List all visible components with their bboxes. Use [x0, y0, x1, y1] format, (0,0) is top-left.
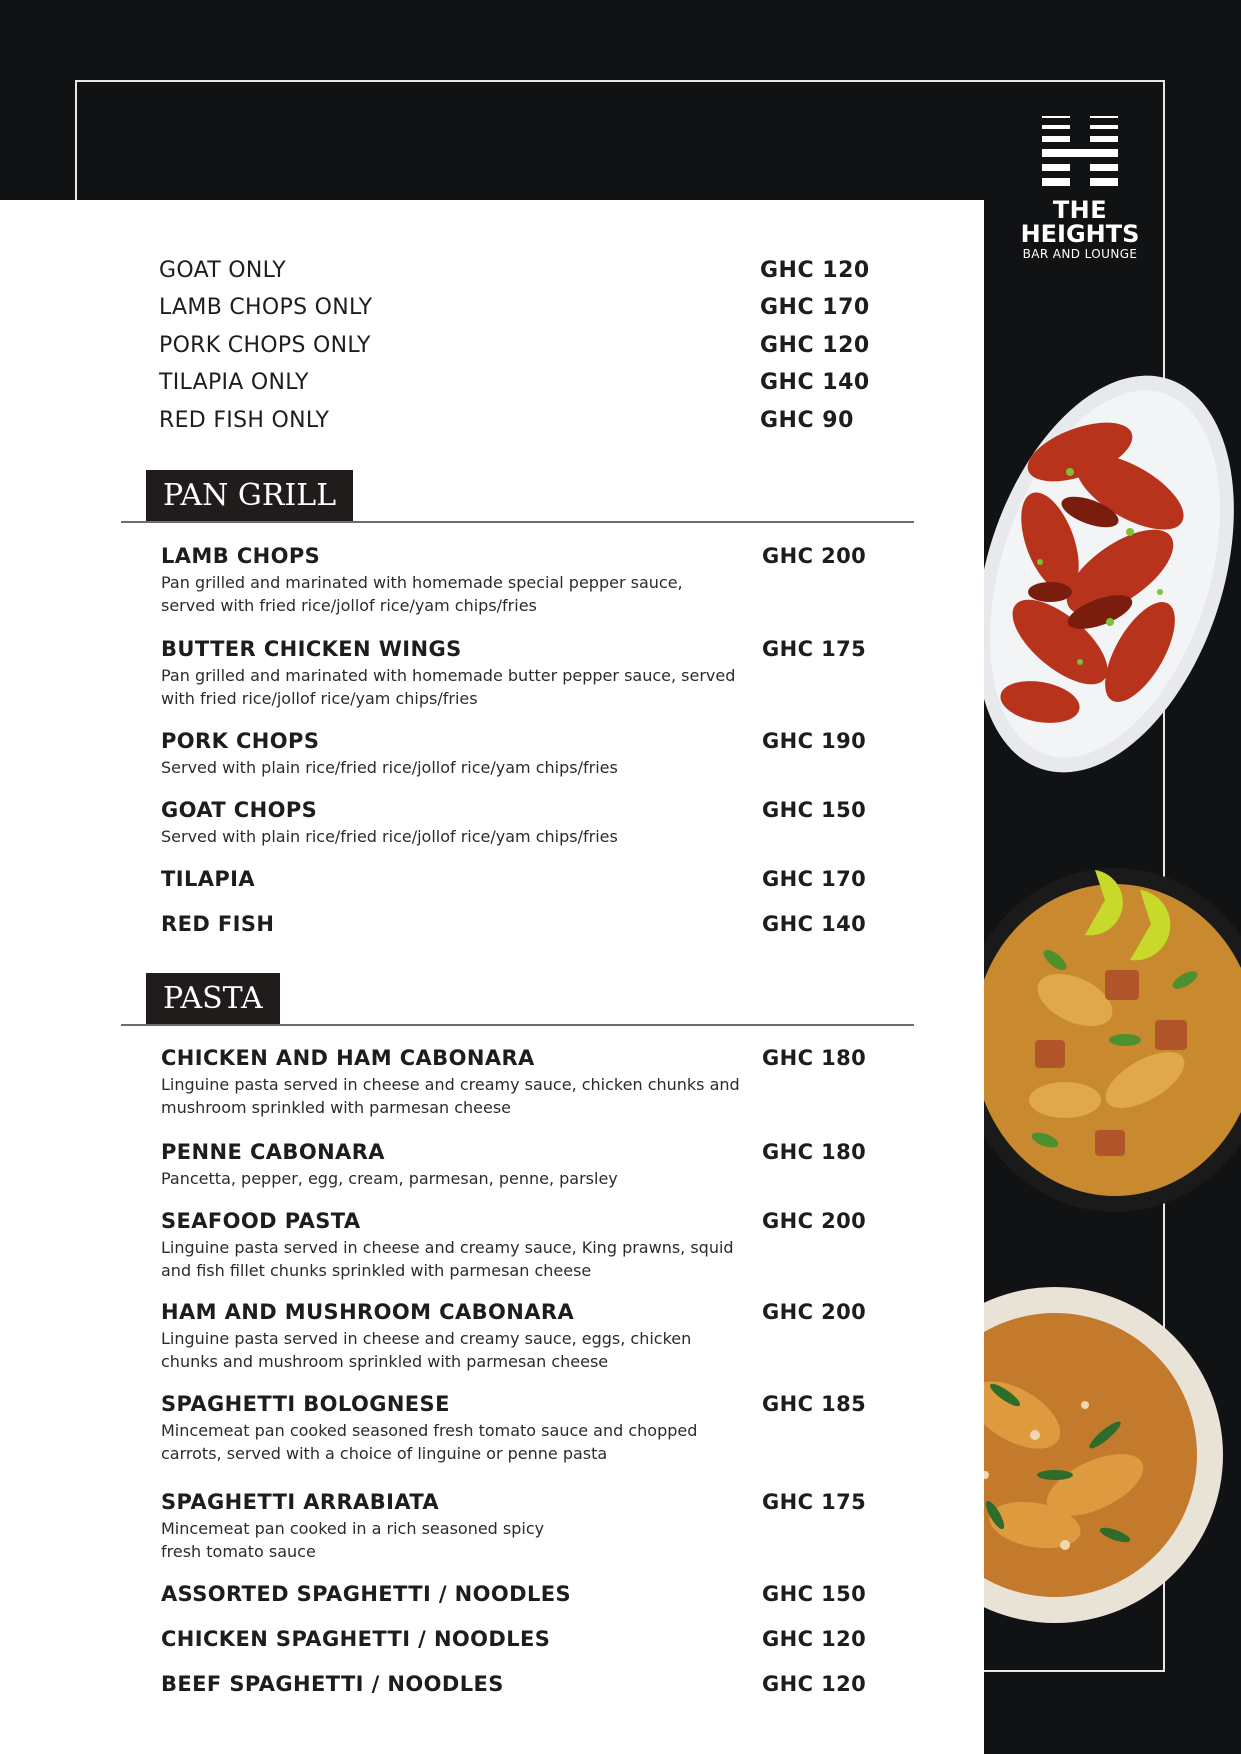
menu-item-name: LAMB CHOPS: [161, 544, 321, 568]
menu-item-name: SEAFOOD PASTA: [161, 1209, 361, 1233]
menu-item-description: Linguine pasta served in cheese and creamy sauce, eggs, chicken chunks and mushroom sprinkled with parmesan cheese: [161, 1329, 692, 1371]
menu-item-description: Mincemeat pan cooked in a rich seasoned spicy fresh tomato sauce: [161, 1519, 545, 1561]
menu-item-description: Pan grilled and marinated with homemade special pepper sauce, served with fried rice/jollof rice/yam chips/fries: [161, 573, 683, 615]
simple-item-name: TILAPIA ONLY: [159, 370, 309, 395]
simple-item-price: GHC 120: [760, 333, 870, 358]
menu-item-description: Served with plain rice/fried rice/jollof rice/yam chips/fries: [161, 827, 618, 846]
menu-item-name: SPAGHETTI ARRABIATA: [161, 1490, 440, 1514]
menu-item-name: PENNE CABONARA: [161, 1140, 385, 1164]
brand-logo: [1010, 116, 1150, 262]
menu-item-name: PORK CHOPS: [161, 729, 320, 753]
section-title-pasta: PASTA: [146, 973, 280, 1025]
simple-item-name: PORK CHOPS ONLY: [159, 333, 371, 358]
simple-item-name: LAMB CHOPS ONLY: [159, 295, 373, 320]
menu-item-name: CHICKEN SPAGHETTI / NOODLES: [161, 1627, 551, 1651]
brand-line-1: THE: [1052, 196, 1108, 224]
menu-item-name: TILAPIA: [161, 867, 256, 891]
simple-item-price: GHC 140: [760, 370, 870, 395]
menu-item-name: BEEF SPAGHETTI / NOODLES: [161, 1672, 504, 1696]
menu-item-price: GHC 200: [762, 1209, 867, 1233]
simple-item-name: RED FISH ONLY: [159, 408, 330, 433]
menu-item-price: GHC 185: [762, 1392, 867, 1416]
simple-item-name: GOAT ONLY: [159, 258, 286, 283]
menu-item-description: Pancetta, pepper, egg, cream, parmesan, penne, parsley: [161, 1169, 618, 1188]
menu-item-price: GHC 150: [762, 798, 867, 822]
menu-item-price: GHC 200: [762, 544, 867, 568]
heights-logo-icon: [1040, 116, 1120, 192]
menu-item-name: SPAGHETTI BOLOGNESE: [161, 1392, 450, 1416]
menu-item-name: RED FISH: [161, 912, 275, 936]
menu-item-price: GHC 170: [762, 867, 867, 891]
menu-item-description: Pan grilled and marinated with homemade butter pepper sauce, served with fried rice/jollof rice/yam chips/fries: [161, 666, 736, 708]
menu-item-name: ASSORTED SPAGHETTI / NOODLES: [161, 1582, 572, 1606]
simple-item-price: GHC 170: [760, 295, 870, 320]
menu-item-name: GOAT CHOPS: [161, 798, 318, 822]
menu-item-description: Mincemeat pan cooked seasoned fresh tomato sauce and chopped carrots, served with a choice of linguine or penne pasta: [161, 1421, 698, 1463]
brand-tagline: BAR AND LOUNGE: [1022, 247, 1138, 261]
menu-item-price: GHC 190: [762, 729, 867, 753]
menu-item-name: HAM AND MUSHROOM CABONARA: [161, 1300, 575, 1324]
menu-item-price: GHC 175: [762, 1490, 867, 1514]
section-divider: [121, 521, 914, 523]
menu-item-price: GHC 200: [762, 1300, 867, 1324]
brand-line-2: HEIGHTS: [1020, 220, 1140, 248]
simple-item-price: GHC 90: [760, 408, 854, 433]
simple-item-price: GHC 120: [760, 258, 870, 283]
menu-item-price: GHC 140: [762, 912, 867, 936]
menu-item-price: GHC 180: [762, 1140, 867, 1164]
menu-item-name: CHICKEN AND HAM CABONARA: [161, 1046, 535, 1070]
menu-item-name: BUTTER CHICKEN WINGS: [161, 637, 462, 661]
menu-item-description: Served with plain rice/fried rice/jollof rice/yam chips/fries: [161, 758, 618, 777]
menu-item-description: Linguine pasta served in cheese and creamy sauce, King prawns, squid and fish fillet chunks sprinkled with parmesan cheese: [161, 1238, 734, 1280]
section-divider: [121, 1024, 914, 1026]
menu-item-price: GHC 175: [762, 637, 867, 661]
menu-item-price: GHC 180: [762, 1046, 867, 1070]
menu-item-price: GHC 150: [762, 1582, 867, 1606]
noodle-pan-photo: [955, 840, 1241, 1235]
section-title-pan-grill: PAN GRILL: [146, 470, 353, 522]
menu-item-price: GHC 120: [762, 1627, 867, 1651]
menu-item-description: Linguine pasta served in cheese and creamy sauce, chicken chunks and mushroom sprinkled with parmesan cheese: [161, 1075, 740, 1117]
menu-item-price: GHC 120: [762, 1672, 867, 1696]
